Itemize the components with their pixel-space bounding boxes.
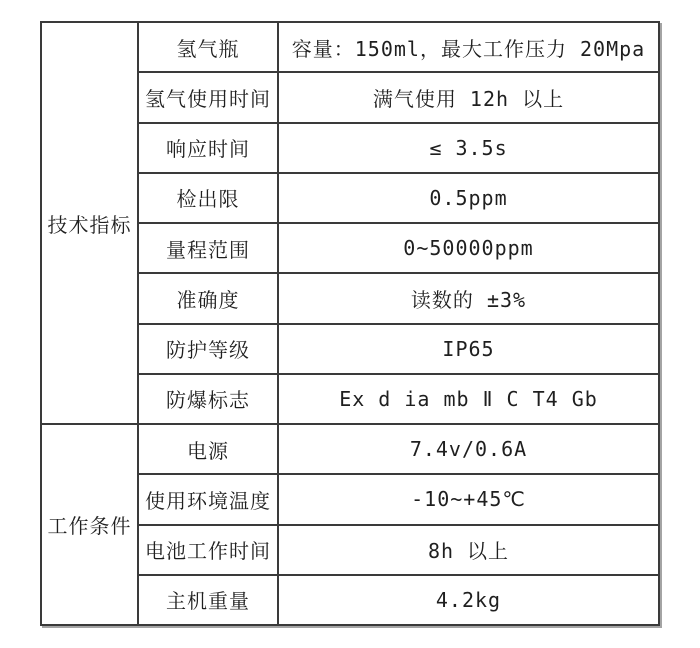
- row-value: IP65: [278, 324, 659, 374]
- row-label: 量程范围: [138, 223, 278, 273]
- row-value: 读数的 ±3%: [278, 273, 659, 323]
- row-value: -10~+45℃: [278, 474, 659, 524]
- specifications-table: [40, 21, 660, 626]
- row-value: 4.2kg: [278, 575, 659, 625]
- section-header-working-conditions: 工作条件: [41, 424, 138, 625]
- section-header-technical-specs: 技术指标: [41, 22, 138, 424]
- row-value: 容量：150ml，最大工作压力 20Mpa: [278, 22, 659, 72]
- row-label: 准确度: [138, 273, 278, 323]
- row-label: 氢气使用时间: [138, 72, 278, 122]
- row-label: 防护等级: [138, 324, 278, 374]
- row-label: 电源: [138, 424, 278, 474]
- row-label: 检出限: [138, 173, 278, 223]
- row-label: 防爆标志: [138, 374, 278, 424]
- table-row: [41, 424, 659, 474]
- row-value: ≤ 3.5s: [278, 123, 659, 173]
- row-value: 8h 以上: [278, 525, 659, 575]
- row-value: 0~50000ppm: [278, 223, 659, 273]
- row-label: 响应时间: [138, 123, 278, 173]
- row-label: 使用环境温度: [138, 474, 278, 524]
- row-value: 7.4v/0.6A: [278, 424, 659, 474]
- row-label: 电池工作时间: [138, 525, 278, 575]
- row-label: 主机重量: [138, 575, 278, 625]
- row-value: 满气使用 12h 以上: [278, 72, 659, 122]
- table-row: [41, 22, 659, 72]
- row-label: 氢气瓶: [138, 22, 278, 72]
- row-value: Ex d ia mb Ⅱ C T4 Gb: [278, 374, 659, 424]
- row-value: 0.5ppm: [278, 173, 659, 223]
